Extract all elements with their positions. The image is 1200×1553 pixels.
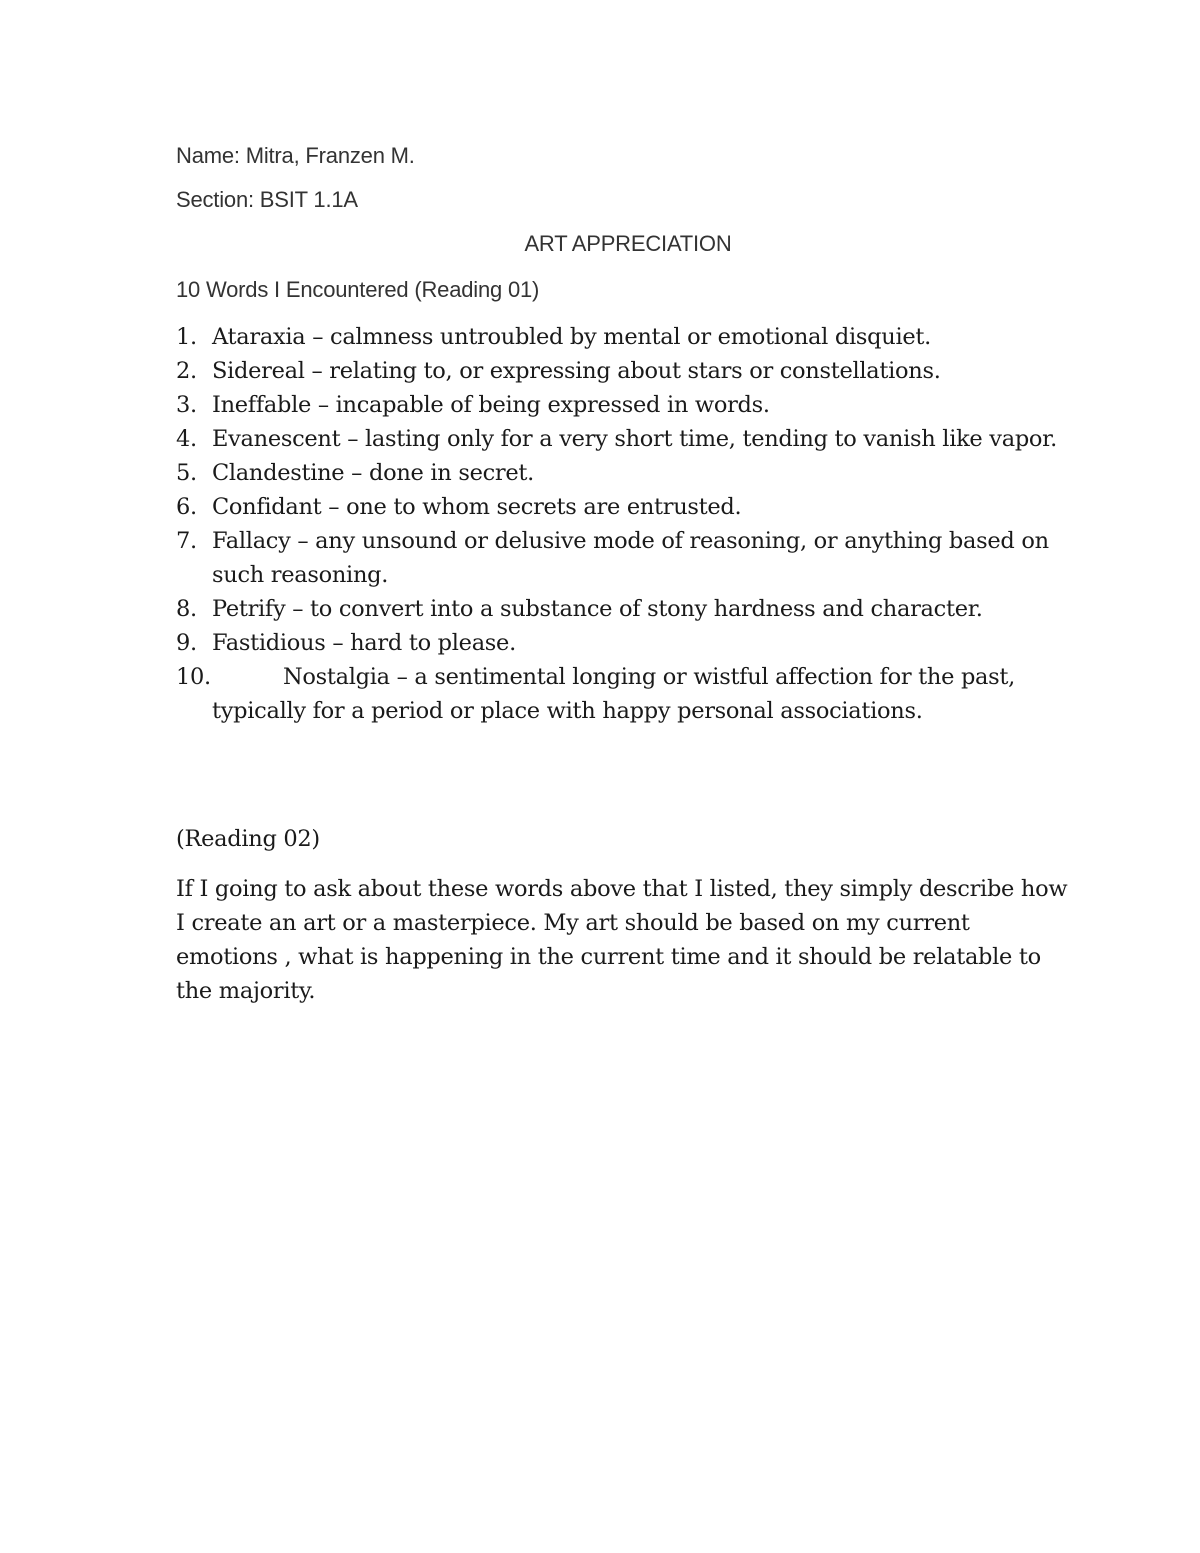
vocabulary-list: [176, 320, 1076, 728]
word-definition: Ataraxia – calmness untroubled by mental or emotional disquiet.: [212, 324, 931, 350]
list-item: [176, 660, 1076, 728]
word-definition: Clandestine – done in secret.: [212, 460, 534, 486]
word-definition: Nostalgia – a sentimental longing or wistful affection for the past, typically for a period or place with happy personal associations.: [212, 664, 1015, 724]
word-definition: Petrify – to convert into a substance of stony hardness and character.: [212, 596, 983, 622]
list-number: 7.: [176, 528, 197, 554]
list-item: [176, 456, 1076, 490]
document-title: ART APPRECIATION: [524, 231, 732, 256]
reading-2-heading: (Reading 02): [176, 826, 320, 852]
list-number: 3.: [176, 392, 197, 418]
list-number: 1.: [176, 324, 197, 350]
word-definition: Ineffable – incapable of being expressed in words.: [212, 392, 770, 418]
list-item: [176, 592, 1076, 626]
list-number: 10.: [176, 664, 211, 690]
word-definition: Sidereal – relating to, or expressing about stars or constellations.: [212, 358, 941, 384]
list-number: 6.: [176, 494, 197, 520]
list-number: 9.: [176, 630, 197, 656]
student-section: Section: BSIT 1.1A: [176, 187, 358, 212]
word-definition: Fastidious – hard to please.: [212, 630, 516, 656]
list-item: [176, 626, 1076, 660]
list-item: [176, 388, 1076, 422]
list-number: 2.: [176, 358, 197, 384]
list-subtitle: 10 Words I Encountered (Reading 01): [176, 277, 540, 302]
reflection-paragraph: If I going to ask about these words above that I listed, they simply describe how I create an art or a masterpiece. My art should be based on my current emotions , what is happening in the current time and it should be relatable to the majority.: [176, 876, 1068, 1004]
list-number: 4.: [176, 426, 197, 452]
list-item: [176, 490, 1076, 524]
list-number: 8.: [176, 596, 197, 622]
student-name: Name: Mitra, Franzen M.: [176, 143, 415, 168]
list-item: [176, 354, 1076, 388]
list-number: 5.: [176, 460, 197, 486]
word-definition: Fallacy – any unsound or delusive mode of reasoning, or anything based on such reasoning.: [212, 528, 1049, 588]
word-definition: Confidant – one to whom secrets are entrusted.: [212, 494, 742, 520]
word-definition: Evanescent – lasting only for a very short time, tending to vanish like vapor.: [212, 426, 1058, 452]
list-item: [176, 422, 1076, 456]
list-item: [176, 524, 1076, 592]
list-item: [176, 320, 1076, 354]
